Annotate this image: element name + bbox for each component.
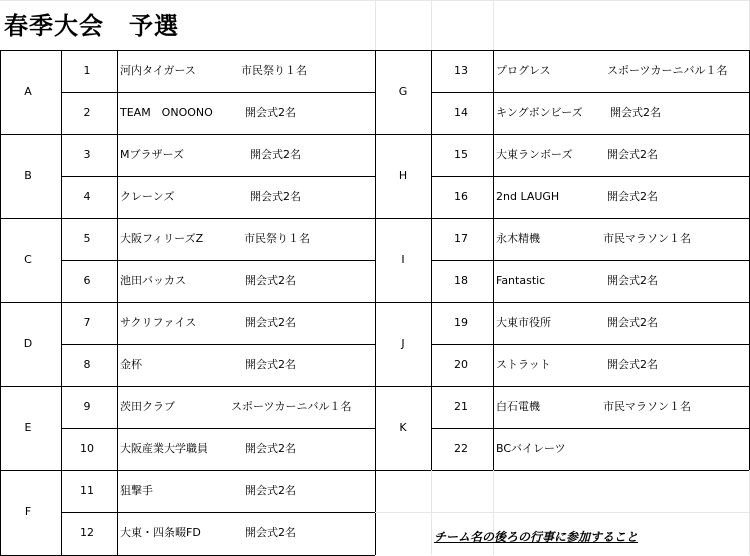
grid-line	[375, 0, 376, 50]
entry-number: 21	[454, 400, 468, 413]
assigned-event: 開会式2名	[607, 274, 658, 287]
group-label: K	[399, 421, 407, 434]
team-name: 大東市役所	[496, 316, 551, 329]
grid-line	[431, 0, 432, 50]
team-name: 永木精機	[496, 232, 540, 245]
entry-number: 14	[454, 106, 468, 119]
team-name: 河内タイガース	[120, 64, 196, 77]
team-name: 金杯	[120, 358, 142, 371]
team-name: 大東・四条畷FD	[120, 526, 201, 539]
group-label: H	[398, 169, 408, 182]
grid-line	[493, 0, 494, 50]
grid-line	[61, 344, 375, 345]
entry-number: 3	[83, 148, 91, 161]
assigned-event: 開会式2名	[245, 484, 296, 497]
grid-line	[117, 50, 118, 555]
group-label: B	[24, 169, 32, 182]
team-name: キングボンビーズ	[496, 106, 583, 119]
grid-line	[431, 428, 749, 429]
assigned-event: 市民マラソン１名	[603, 400, 691, 413]
assigned-event: 開会式2名	[245, 106, 296, 119]
assigned-event: 開会式2名	[607, 358, 658, 371]
assigned-event: 開会式2名	[607, 148, 658, 161]
team-name: 大阪フィリーズZ	[120, 232, 204, 245]
assigned-event: スポーツカーニバル１名	[607, 64, 728, 77]
group-label: F	[24, 505, 32, 518]
team-name: BCバイレーツ	[496, 442, 566, 455]
entry-number: 13	[454, 64, 468, 77]
group-label: I	[401, 253, 405, 266]
team-name: Mブラザーズ	[120, 148, 184, 161]
grid-line	[0, 50, 375, 51]
grid-line	[61, 50, 62, 555]
team-name: サクリファイス	[120, 316, 197, 329]
team-name: 大東ランボーズ	[496, 148, 573, 161]
team-name: 茨田クラブ	[120, 400, 175, 413]
entry-number: 22	[454, 442, 468, 455]
group-label: J	[401, 337, 405, 350]
grid-line	[61, 92, 375, 93]
entry-number: 12	[80, 526, 94, 539]
entry-number: 10	[80, 442, 94, 455]
team-name: 池田バッカス	[120, 274, 186, 287]
group-label: A	[24, 85, 32, 98]
team-name: クレーンズ	[120, 190, 175, 203]
entry-number: 4	[83, 190, 91, 203]
entry-number: 17	[454, 232, 468, 245]
entry-number: 2	[83, 106, 91, 119]
group-label: G	[398, 85, 408, 98]
assigned-event: 開会式2名	[245, 274, 296, 287]
assigned-event: 開会式2名	[250, 148, 301, 161]
instruction-note: チーム名の後ろの行事に参加すること	[434, 530, 639, 544]
entry-number: 19	[454, 316, 468, 329]
entry-number: 16	[454, 190, 468, 203]
assigned-event: 開会式2名	[610, 106, 661, 119]
grid-line	[431, 176, 749, 177]
assigned-event: 開会式2名	[250, 190, 301, 203]
assigned-event: 開会式2名	[607, 316, 658, 329]
grid-line	[0, 302, 375, 303]
team-name: Fantastic	[496, 274, 546, 287]
grid-line	[61, 260, 375, 261]
entry-number: 20	[454, 358, 468, 371]
team-name: プログレス	[496, 64, 551, 77]
grid-line	[493, 50, 494, 470]
assigned-event: 開会式2名	[245, 442, 296, 455]
group-label: E	[24, 421, 32, 434]
assigned-event: 市民祭り１名	[244, 232, 310, 245]
assigned-event: 開会式2名	[245, 358, 296, 371]
entry-number: 18	[454, 274, 468, 287]
team-name: ストラット	[496, 358, 551, 371]
entry-number: 7	[83, 316, 91, 329]
grid-line	[0, 134, 375, 135]
group-label: D	[23, 337, 33, 350]
assigned-event: 開会式2名	[607, 190, 658, 203]
team-name: 大阪産業大学職員	[120, 442, 208, 455]
assigned-event: 市民祭り１名	[241, 64, 307, 77]
group-label: C	[24, 253, 32, 266]
assigned-event: 開会式2名	[245, 316, 296, 329]
entry-number: 6	[83, 274, 91, 287]
grid-line	[61, 428, 375, 429]
entry-number: 8	[83, 358, 91, 371]
entry-number: 15	[454, 148, 468, 161]
grid-line	[431, 344, 749, 345]
assigned-event: 市民マラソン１名	[603, 232, 691, 245]
grid-line	[0, 470, 375, 471]
team-name: 白石電機	[496, 400, 540, 413]
team-name: 狙撃手	[120, 484, 153, 497]
grid-line	[431, 50, 432, 470]
entry-number: 11	[80, 484, 94, 497]
team-name: 2nd LAUGH	[496, 190, 560, 203]
grid-line	[0, 50, 1, 555]
grid-line	[0, 218, 375, 219]
grid-line	[61, 512, 375, 513]
grid-line	[61, 176, 375, 177]
entry-number: 9	[83, 400, 91, 413]
assigned-event: 開会式2名	[245, 526, 296, 539]
grid-line	[431, 260, 749, 261]
grid-line	[0, 386, 375, 387]
entry-number: 5	[83, 232, 91, 245]
grid-line	[431, 470, 432, 555]
assigned-event: スポーツカーニバル１名	[231, 400, 352, 413]
entry-number: 1	[83, 64, 91, 77]
team-name: TEAM ONOONO	[120, 106, 213, 119]
page-title: 春季大会 予選	[4, 12, 179, 40]
grid-line	[431, 92, 749, 93]
